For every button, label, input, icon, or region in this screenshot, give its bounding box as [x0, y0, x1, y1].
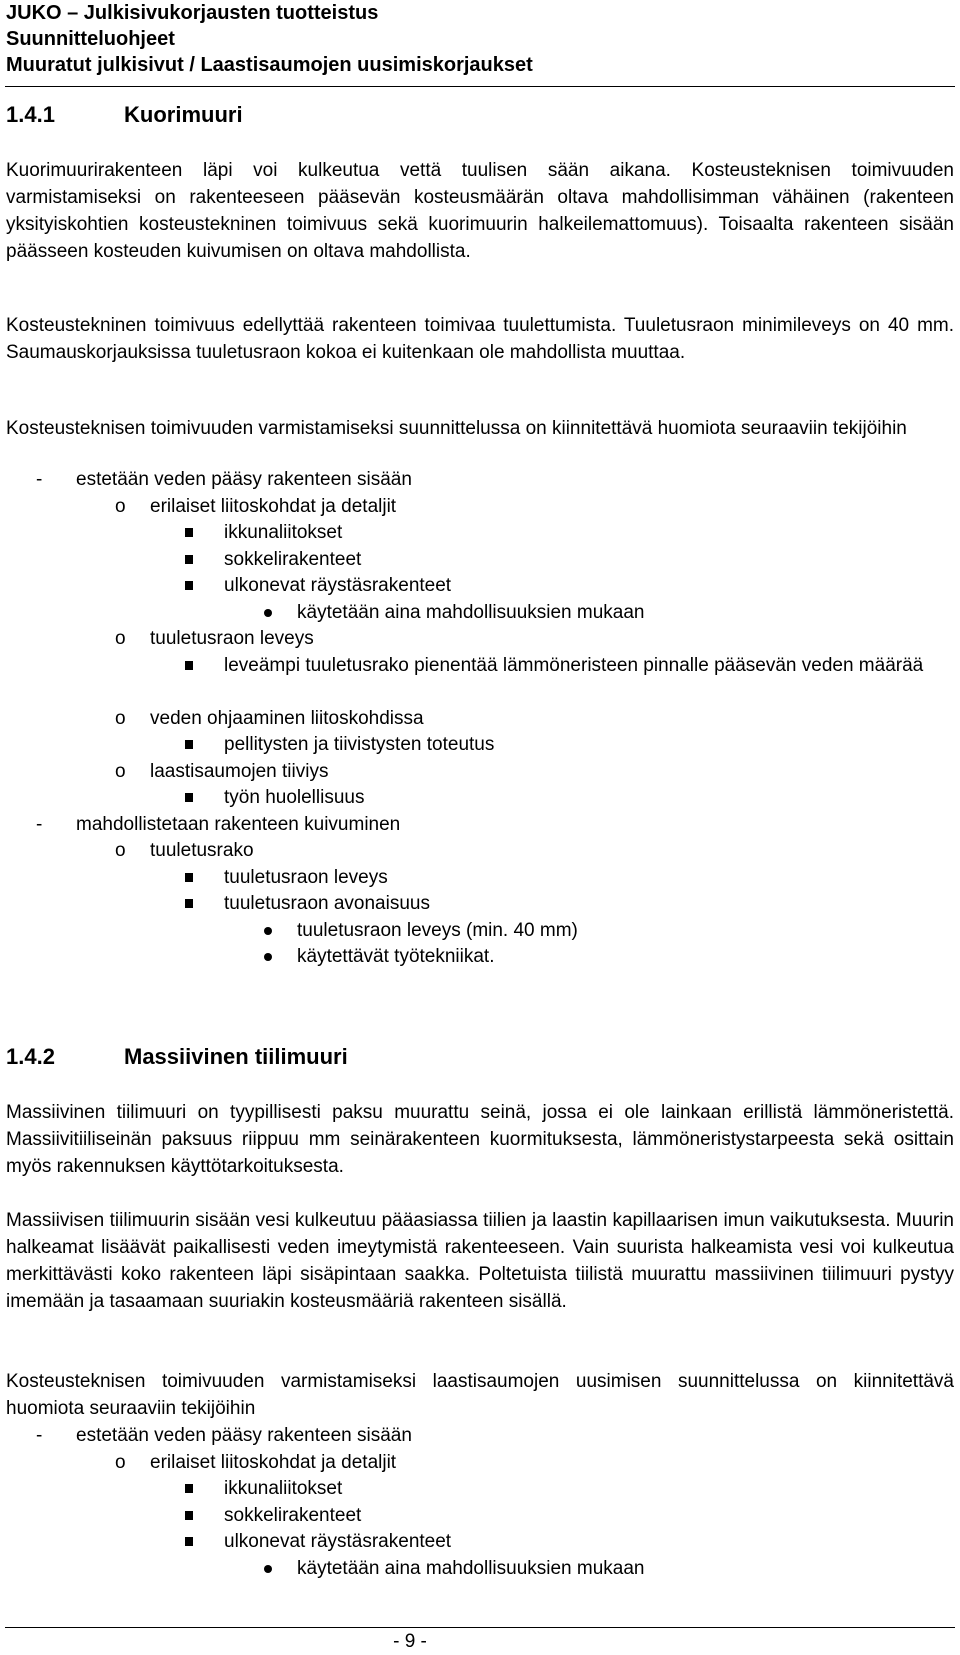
square-bullet-icon	[185, 899, 193, 908]
list-item: o tuuletusraon leveys	[0, 626, 960, 653]
paragraph-6: Kosteusteknisen toimivuuden varmistamiseksi laastisaumojen uusimisen suunnittelussa on kiinnitettävä huomiota seuraaviin tekijöihin	[6, 1371, 954, 1419]
list-item: ulkonevat räystäsrakenteet	[0, 1529, 960, 1556]
list-item: työn huolellisuus	[0, 785, 960, 812]
page-number: - 9 -	[393, 1631, 427, 1652]
circle-marker: o	[115, 840, 126, 861]
circle-marker: o	[115, 707, 126, 729]
circle-marker: o	[115, 760, 126, 782]
circle-marker: o	[115, 495, 126, 517]
list-item: käytetään aina mahdollisuuksien mukaan	[0, 1556, 960, 1583]
section-title: Massiivinen tiilimuuri	[124, 1044, 348, 1069]
list-item: leveämpi tuuletusrako pienentää lämmöneristeen pinnalle pääsevän veden määrää	[0, 653, 960, 706]
round-bullet-icon	[264, 1565, 272, 1573]
list-item: tuuletusraon leveys (min. 40 mm)	[0, 918, 960, 945]
list-item: sokkelirakenteet	[0, 547, 960, 574]
list-item: sokkelirakenteet	[0, 1503, 960, 1530]
section-title: Kuorimuuri	[124, 102, 243, 127]
round-bullet-icon	[264, 927, 272, 935]
header-subject: Muuratut julkisivut / Laastisaumojen uusimiskorjaukset	[6, 54, 533, 76]
paragraph-5: Massiivisen tiilimuurin sisään vesi kulkeutuu pääasiassa tiilien ja laastin kapillaarisen imun vaikutuksesta. Muurin halkeamat lisäävät paikallisesti veden imeytymistä rakenteeseen. Vain suurista halkeamista vesi voi kulkeutua merkittävästi koko rakenteen läpi sisäpintaan saakka. Poltetuista tiilistä muurattu massiivinen tiilimuuri pystyy imemään ja tasaamaan suuriakin kosteusmääriä rakenteen sisällä.	[6, 1210, 954, 1312]
square-bullet-icon	[185, 1484, 193, 1493]
header-divider	[5, 86, 955, 87]
header-doc-type: Suunnitteluohjeet	[6, 28, 175, 50]
footer-divider	[5, 1627, 955, 1628]
section-number: 1.4.1	[6, 102, 55, 127]
list-item: o erilaiset liitoskohdat ja detaljit	[0, 494, 960, 521]
square-bullet-icon	[185, 1511, 193, 1520]
square-bullet-icon	[185, 1537, 193, 1546]
section-number: 1.4.2	[6, 1044, 55, 1069]
list-item: o erilaiset liitoskohdat ja detaljit	[0, 1450, 960, 1477]
square-bullet-icon	[185, 873, 193, 882]
list-item: tuuletusraon avonaisuus	[0, 891, 960, 918]
list-item: käytetään aina mahdollisuuksien mukaan	[0, 600, 960, 627]
circle-marker: o	[115, 1451, 126, 1473]
paragraph-2: Kosteustekninen toimivuus edellyttää rakenteen toimivaa tuulettumista. Tuuletusraon minimileveys on 40 mm. Saumauskorjauksissa tuuletusraon kokoa ei kuitenkaan ole mahdollista muuttaa.	[6, 315, 954, 363]
list-item: ikkunaliitokset	[0, 520, 960, 547]
round-bullet-icon	[264, 953, 272, 961]
list-item: ulkonevat räystäsrakenteet	[0, 573, 960, 600]
list-item: - estetään veden pääsy rakenteen sisään	[0, 1423, 960, 1450]
list-item: tuuletusraon leveys	[0, 865, 960, 892]
requirements-list-2	[0, 1423, 960, 1582]
list-item: ikkunaliitokset	[0, 1476, 960, 1503]
list-item: pellitysten ja tiivistysten toteutus	[0, 732, 960, 759]
square-bullet-icon	[185, 793, 193, 802]
list-item: käytettävät työtekniikat.	[0, 944, 960, 971]
section-heading-1-4-1	[6, 101, 243, 129]
list-item: o tuuletusrako	[0, 838, 960, 865]
dash-marker: -	[36, 1425, 43, 1446]
paragraph-3: Kosteusteknisen toimivuuden varmistamiseksi suunnittelussa on kiinnitettävä huomiota seuraaviin tekijöihin	[6, 418, 907, 439]
circle-marker: o	[115, 628, 126, 649]
square-bullet-icon	[185, 528, 193, 537]
list-item: - mahdollistetaan rakenteen kuivuminen	[0, 812, 960, 839]
paragraph-1: Kuorimuurirakenteen läpi voi kulkeutua vettä tuulisen sään aikana. Kosteusteknisen toimivuuden varmistamiseksi on rakenteeseen pääsevän kosteusmäärän oltava mahdollisimman vähäinen (rakenteen yksityiskohtien kosteustekninen toimivuus sekä kuorimuurin halkeilemattomuus). Toisaalta rakenteen sisään päässeen kosteuden kuivumisen on oltava mahdollista.	[6, 160, 954, 262]
square-bullet-icon	[185, 661, 193, 670]
header-project-title: JUKO – Julkisivukorjausten tuotteistus	[6, 2, 379, 24]
dash-marker: -	[36, 469, 43, 490]
paragraph-4: Massiivinen tiilimuuri on tyypillisesti paksu muurattu seinä, jossa ei ole lainkaan erillistä lämmöneristettä. Massiivitiiliseinän paksuus riippuu mm seinärakenteen kuormituksesta, lämmöneristystarpeesta sekä osittain myös rakennuksen käyttötarkoituksesta.	[6, 1102, 954, 1177]
square-bullet-icon	[185, 555, 193, 564]
round-bullet-icon	[264, 609, 272, 617]
section-heading-1-4-2	[6, 1043, 348, 1071]
square-bullet-icon	[185, 581, 193, 590]
list-item: o laastisaumojen tiiviys	[0, 759, 960, 786]
requirements-list-1	[0, 467, 960, 971]
list-item: o veden ohjaaminen liitoskohdissa	[0, 706, 960, 733]
square-bullet-icon	[185, 740, 193, 749]
list-item: - estetään veden pääsy rakenteen sisään	[0, 467, 960, 494]
dash-marker: -	[36, 813, 43, 835]
